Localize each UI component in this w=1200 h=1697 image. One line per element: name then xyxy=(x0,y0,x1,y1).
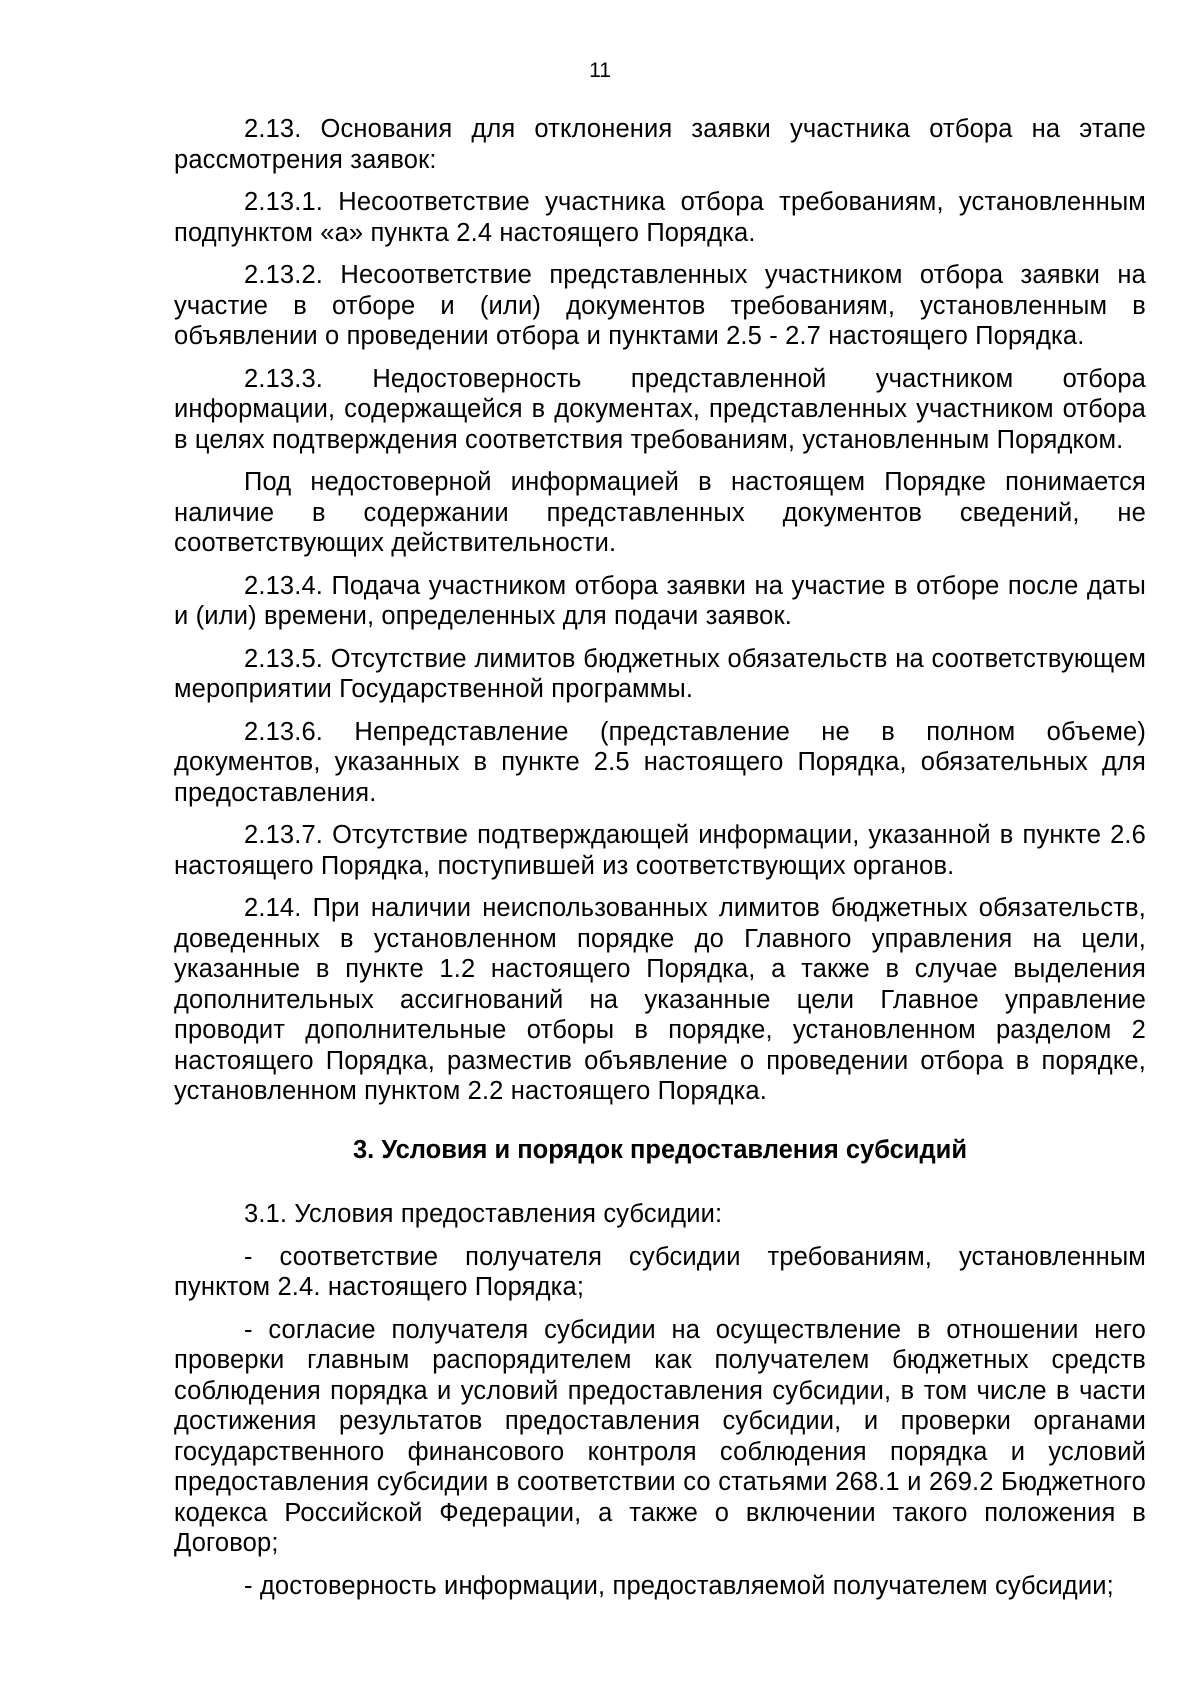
list-item-requirements-compliance: - соответствие получателя субсидии требованиям, установленным пунктом 2.4. настоящего Порядка; xyxy=(174,1242,1146,1301)
document-body xyxy=(174,114,1146,1613)
paragraph-unreliable-info-definition: Под недостоверной информацией в настоящем Порядке понимается наличие в содержании представленных документов сведений, не соответствующих действительности. xyxy=(174,468,1146,557)
paragraph-3-1: 3.1. Условия предоставления субсидии: xyxy=(244,1200,723,1228)
paragraph-2-13-7: 2.13.7. Отсутствие подтверждающей информации, указанной в пункте 2.6 настоящего Порядка, поступившей из соответствующих органов. xyxy=(174,821,1146,880)
paragraph-2-13-6: 2.13.6. Непредставление (представление не в полном объеме) документов, указанных в пункте 2.5 настоящего Порядка, обязательных для предоставления. xyxy=(174,717,1146,807)
paragraph-2-13-2: 2.13.2. Несоответствие представленных участником отбора заявки на участие в отборе и (или) документов требованиям, установленным в объявлении о проведении отбора и пунктами 2.5 - 2.7 настоящего Порядка. xyxy=(174,261,1146,350)
list-item-inspection-consent: - согласие получателя субсидии на осуществление в отношении него проверки главным распорядителем как получателем бюджетных средств соблюдения порядка и условий предоставления субсидии, в том числе в части достижения результатов предоставления субсидии, и проверки органами государственного финансового контроля соблюдения порядка и условий предоставления субсидии в соответствии со статьями 268.1 и 269.2 Бюджетного кодекса Российской Федерации, а также о включении такого положения в Договор; xyxy=(174,1315,1146,1557)
paragraph-2-13: 2.13. Основания для отклонения заявки участника отбора на этапе рассмотрения заявок: xyxy=(174,115,1146,174)
paragraph-2-13-5: 2.13.5. Отсутствие лимитов бюджетных обязательств на соответствующем мероприятии Государственной программы. xyxy=(174,644,1146,703)
section-heading: 3. Условия и порядок предоставления субсидий xyxy=(352,1135,968,1164)
page-number: 11 xyxy=(589,59,611,82)
list-item-information-reliability: - достоверность информации, предоставляемой получателем субсидии; xyxy=(244,1571,1114,1600)
paragraph-2-14: 2.14. При наличии неиспользованных лимитов бюджетных обязательств, доведенных в установленном порядке до Главного управления на цели, указанные в пункте 1.2 настоящего Порядка, а также в случае выделения дополнительных ассигнований на указанные цели Главное управление проводит дополнительные отборы в порядке, установленном разделом 2 настоящего Порядка, разместив объявление о проведении отбора в порядке, установленном пунктом 2.2 настоящего Порядка. xyxy=(174,894,1146,1105)
paragraph-2-13-3: 2.13.3. Недостоверность представленной участником отбора информации, содержащейся в документах, представленных участником отбора в целях подтверждения соответствия требованиям, установленным Порядком. xyxy=(174,364,1146,454)
paragraph-2-13-4: 2.13.4. Подача участником отбора заявки на участие в отборе после даты и (или) времени, определенных для подачи заявок. xyxy=(174,571,1146,630)
paragraph-2-13-1: 2.13.1. Несоответствие участника отбора требованиям, установленным подпунктом «а» пункта 2.4 настоящего Порядка. xyxy=(174,188,1146,247)
